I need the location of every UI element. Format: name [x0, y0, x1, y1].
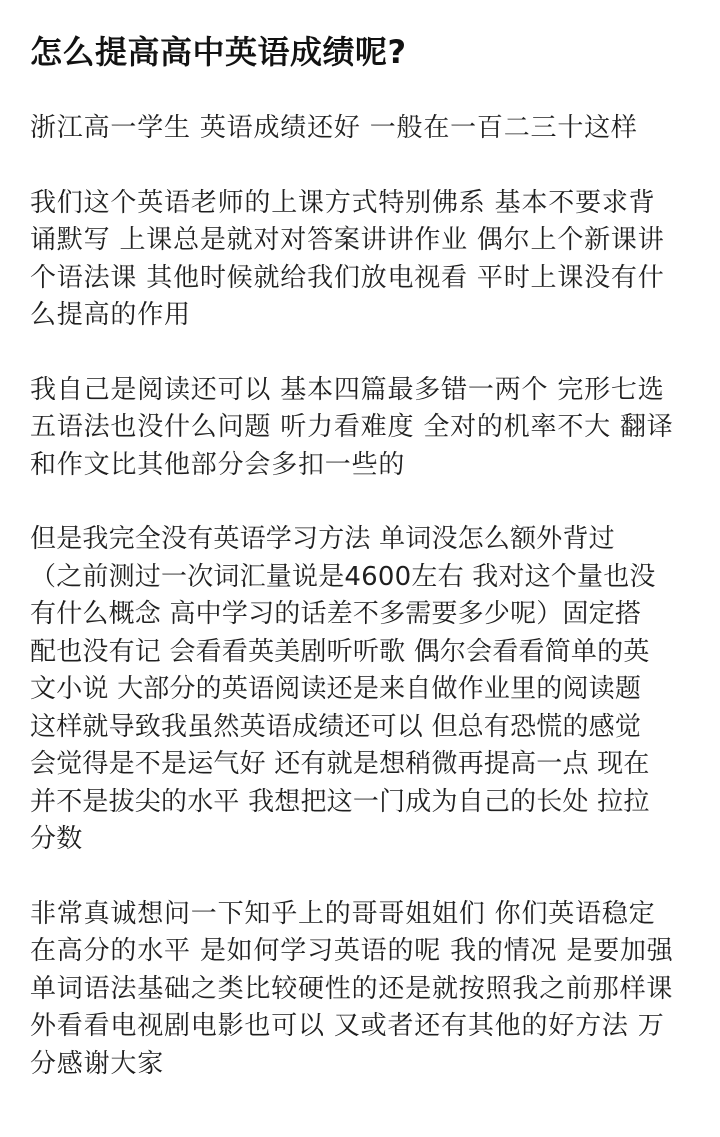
paragraph-skills: 我自己是阅读还可以 基本四篇最多错一两个 完形七选 五语法也没什么问题 听力看难度 全对的机率不大 翻译 和作文比其他部分会多扣一些的: [30, 374, 674, 480]
paragraph-teacher: 我们这个英语老师的上课方式特别佛系 基本不要求背 诵默写 上课总是就对对答案讲讲作业 偶尔上个新课讲 个语法课 其他时候就给我们放电视看 平时上课没有什 么提高的作用: [30, 187, 665, 330]
paragraph-intro: 浙江高一学生 英语成绩还好 一般在一百二三十这样: [30, 113, 638, 143]
paragraph-methods: 但是我完全没有英语学习方法 单词没怎么额外背过 （之前测过一次词汇量说是4600左右 我对这个量也没 有什么概念 高中学习的话差不多需要多少呢）固定搭 配也没有记 会看看英美剧听听歌 偶尔会看看简单的英 文小说 大部分的英语阅读还是来自做作业里的阅读题 这样就导致我虽然英语成绩还可以 但总有恐慌的感觉 会觉得是不是运气好 还有就是想稍微再提高一点 现在 并不是拔尖的水平 我想把这一门成为自己的长处 拉拉 分数: [30, 524, 656, 854]
paragraph-request: 非常真诚想问一下知乎上的哥哥姐姐们 你们英语稳定 在高分的水平 是如何学习英语的呢 我的情况 是要加强 单词语法基础之类比较硬性的还是就按照我之前那样课 外看看电视剧电影也可以 又或者还有其他的好方法 万 分感谢大家: [30, 898, 674, 1079]
question-title: 怎么提高高中英语成绩呢?: [30, 33, 407, 71]
question-body: [30, 110, 690, 1083]
